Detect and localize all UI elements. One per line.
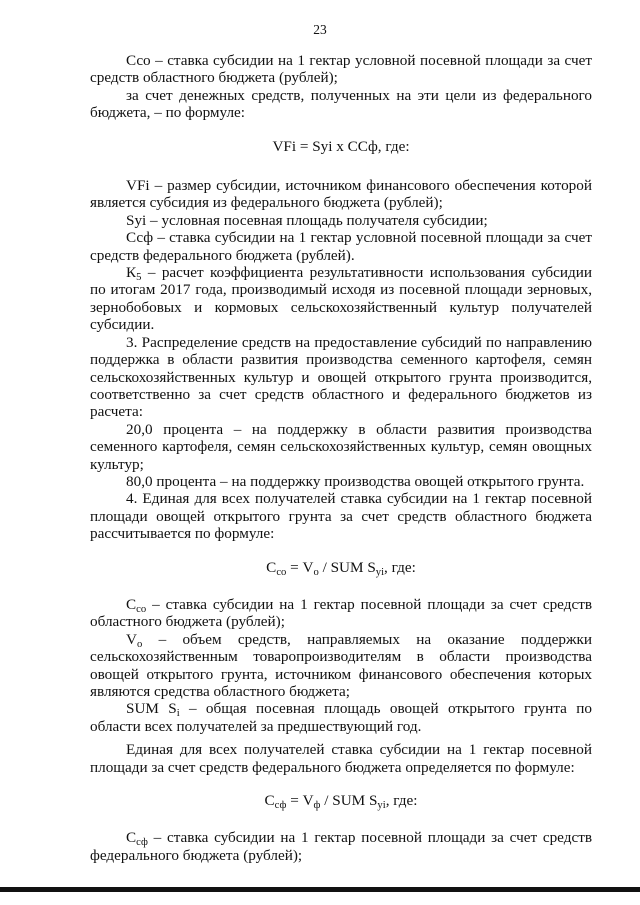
text-run: С xyxy=(266,558,277,576)
subscript: i xyxy=(176,708,180,720)
paragraph xyxy=(90,177,592,212)
subscript: yi xyxy=(377,800,386,812)
text-run: / SUM S xyxy=(320,792,378,810)
paragraph xyxy=(90,631,592,701)
text-run: – ставка субсидии на 1 гектар посевной площади за счет средств областного бюджета (рублей); xyxy=(90,595,592,631)
paragraph xyxy=(90,829,592,864)
paragraph xyxy=(90,741,592,776)
text-run: Ссо – ставка субсидии на 1 гектар условной посевной площади за счет средств областного бюджета (рублей); xyxy=(90,52,592,87)
text-run: за счет денежных средств, полученных на эти цели из федерального бюджета, – по формуле: xyxy=(90,86,592,122)
text-run: С xyxy=(126,829,137,847)
text-run: – ставка субсидии на 1 гектар посевной площади за счет средств федерального бюджета (рублей); xyxy=(90,829,592,864)
page-number: 23 xyxy=(313,22,327,37)
text-run: Ссф – ставка субсидии на 1 гектар условной посевной площади за счет средств федерального бюджета (рублей). xyxy=(90,229,592,264)
paragraph xyxy=(90,334,592,421)
text-run: / SUM S xyxy=(318,558,376,576)
document-body xyxy=(90,52,592,864)
text-run: – объем средств, направляемых на оказание поддержки сельскохозяйственным товаропроизводителям в области производства овощей открытого грунта, источником финансового обеспечения которых являются средства областного бюджета; xyxy=(90,630,592,700)
paragraph xyxy=(90,490,592,542)
text-run: 80,0 процента – на поддержку производства овощей открытого грунта. xyxy=(126,472,585,490)
paragraph xyxy=(90,421,592,473)
paragraph xyxy=(90,473,592,490)
paragraph xyxy=(90,52,592,87)
text-run: , где: xyxy=(384,558,416,576)
text-run: V xyxy=(126,630,137,648)
text-run: – общая посевная площадь овощей открытого грунта по области всех получателей за предшествующий год. xyxy=(90,700,592,735)
subscript: сф xyxy=(136,837,148,849)
text-run: , где: xyxy=(385,792,418,810)
text-run: С xyxy=(264,792,275,810)
text-run: С xyxy=(126,595,137,613)
subscript: со xyxy=(276,566,287,578)
paragraph xyxy=(90,212,592,229)
paragraph xyxy=(90,229,592,264)
subscript: ф xyxy=(313,800,321,812)
text-run: Syi – условная посевная площадь получателя субсидии; xyxy=(126,211,488,229)
subscript: yi xyxy=(375,566,385,578)
paragraph xyxy=(90,700,592,735)
subscript: о xyxy=(136,638,143,650)
text-run: = V xyxy=(286,792,314,810)
text-run: VFi = Syi x ССф, где: xyxy=(272,137,410,155)
text-run: = V xyxy=(286,558,314,576)
subscript: со xyxy=(136,604,147,616)
formula xyxy=(90,138,592,155)
subscript: 5 xyxy=(136,272,142,284)
paragraph xyxy=(90,264,592,334)
paragraph xyxy=(90,596,592,631)
paragraph xyxy=(90,87,592,122)
text-run: – расчет коэффициента результативности использования субсидии по итогам 2017 года, производимый исходя из посевной площади зерновых, зернобобовых и кормовых сельскохозяйственный культур получателей субсидии. xyxy=(90,264,592,334)
bottom-rule xyxy=(0,887,640,892)
text-run: SUM S xyxy=(126,700,177,718)
text-run: 4. Единая для всех получателей ставка субсидии на 1 гектар посевной площади овощей открытого грунта за счет средств областного бюджета рассчитывается по формуле: xyxy=(90,490,592,543)
text-run: 3. Распределение средств на предоставление субсидий по направлению поддержка в области развития производства семенного картофеля, семян сельскохозяйственных культур и овощей открытого грунта производится, соответственно за счет средств областного и федерального бюджетов из расчета: xyxy=(90,333,592,421)
text-run: Единая для всех получателей ставка субсидии на 1 гектар посевной площади за счет средств федерального бюджета определяется по формуле: xyxy=(90,741,592,776)
subscript: сф xyxy=(274,800,287,812)
text-run: VFi – размер субсидии, источником финансового обеспечения которой является субсидия из федерального бюджета (рублей); xyxy=(90,177,592,212)
text-run: К xyxy=(126,264,137,282)
text-run: 20,0 процента – на поддержку в области развития производства семенного картофеля, семян сельскохозяйственных культур, семян овощных культур; xyxy=(90,420,592,473)
formula xyxy=(90,559,592,576)
formula xyxy=(90,792,592,812)
subscript: о xyxy=(313,566,319,578)
